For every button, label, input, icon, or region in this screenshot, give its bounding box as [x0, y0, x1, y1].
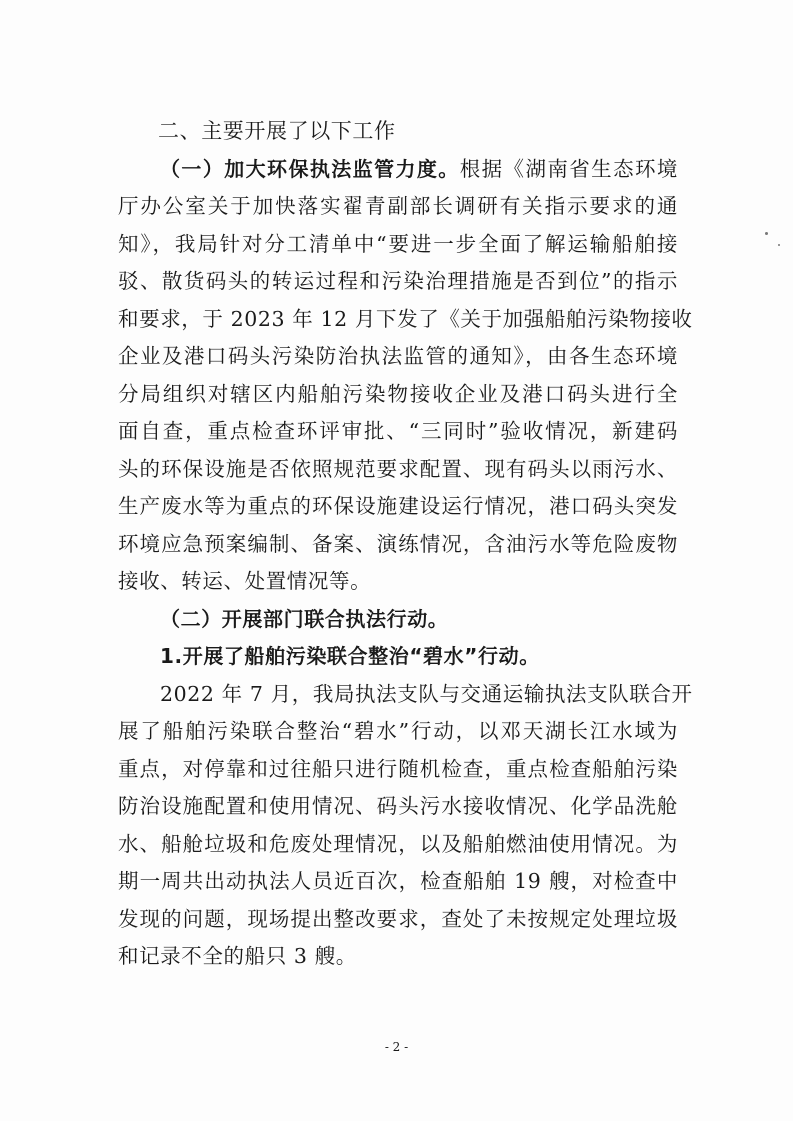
paragraph-line: 发现的问题，现场提出整改要求，查处了未按规定处理垃圾 — [118, 906, 678, 931]
paragraph-line: 防治设施配置和使用情况、码头污水接收情况、化学品洗舱 — [118, 794, 678, 818]
paragraph-line: 面自查，重点检查环评审批、“三同时”验收情况，新建码 — [118, 419, 678, 443]
paragraph-line: 头的环保设施是否依照规范要求配置、现有码头以雨污水、 — [118, 456, 678, 481]
item-title: 1.开展了船舶污染联合整治“碧水”行动。 — [160, 644, 540, 668]
paragraph-text: 根据《湖南省生态环境 — [459, 156, 678, 181]
paragraph-line: 和要求，于 2023 年 12 月下发了《关于加强船舶污染物接收 — [118, 306, 693, 331]
paragraph-line: 接收、转运、处置情况等。 — [118, 569, 372, 593]
paragraph-line: 重点，对停靠和过往船只进行随机检查，重点检查船舶污染 — [118, 756, 678, 781]
paragraph-line: 厅办公室关于加快落实翟青副部长调研有关指示要求的通 — [118, 194, 678, 218]
paragraph-line: 分局组织对辖区内船舶污染物接收企业及港口码头进行全 — [118, 381, 678, 406]
scan-speck — [765, 232, 768, 235]
paragraph-line: 驳、散货码头的转运过程和污染治理措施是否到位”的指示 — [118, 269, 678, 293]
paragraph-line: 水、船舱垃圾和危废处理情况，以及船舶燃油使用情况。为 — [118, 831, 678, 856]
paragraph-line: 知》，我局针对分工清单中“要进一步全面了解运输船舶接 — [118, 231, 678, 256]
paragraph-line: 期一周共出动执法人员近百次，检查船舶 19 艘，对检查中 — [118, 869, 678, 893]
subsection-title: （一）加大环保执法监管力度。 — [160, 156, 460, 181]
paragraph-line: 生产废水等为重点的环保设施建设运行情况，港口码头突发 — [118, 494, 678, 518]
page-number: - 2 - — [384, 1040, 409, 1054]
paragraph-line: 展了船舶污染联合整治“碧水”行动，以邓天湖长江水域为 — [118, 719, 678, 743]
scan-speck — [778, 244, 780, 246]
document-body — [118, 113, 693, 976]
subsection-title: （二）开展部门联合执法行动。 — [160, 606, 449, 631]
paragraph-line: 企业及港口码头污染防治执法监管的通知》，由各生态环境 — [118, 344, 678, 368]
section-heading: 二、主要开展了以下工作 — [158, 119, 396, 143]
paragraph-line: 和记录不全的船只 3 艘。 — [118, 944, 357, 968]
paragraph-line — [118, 151, 678, 189]
paragraph-line: 2022 年 7 月，我局执法支队与交通运输执法支队联合开 — [160, 681, 693, 706]
paragraph-line: 环境应急预案编制、备案、演练情况，含油污水等危险废物 — [118, 531, 678, 556]
